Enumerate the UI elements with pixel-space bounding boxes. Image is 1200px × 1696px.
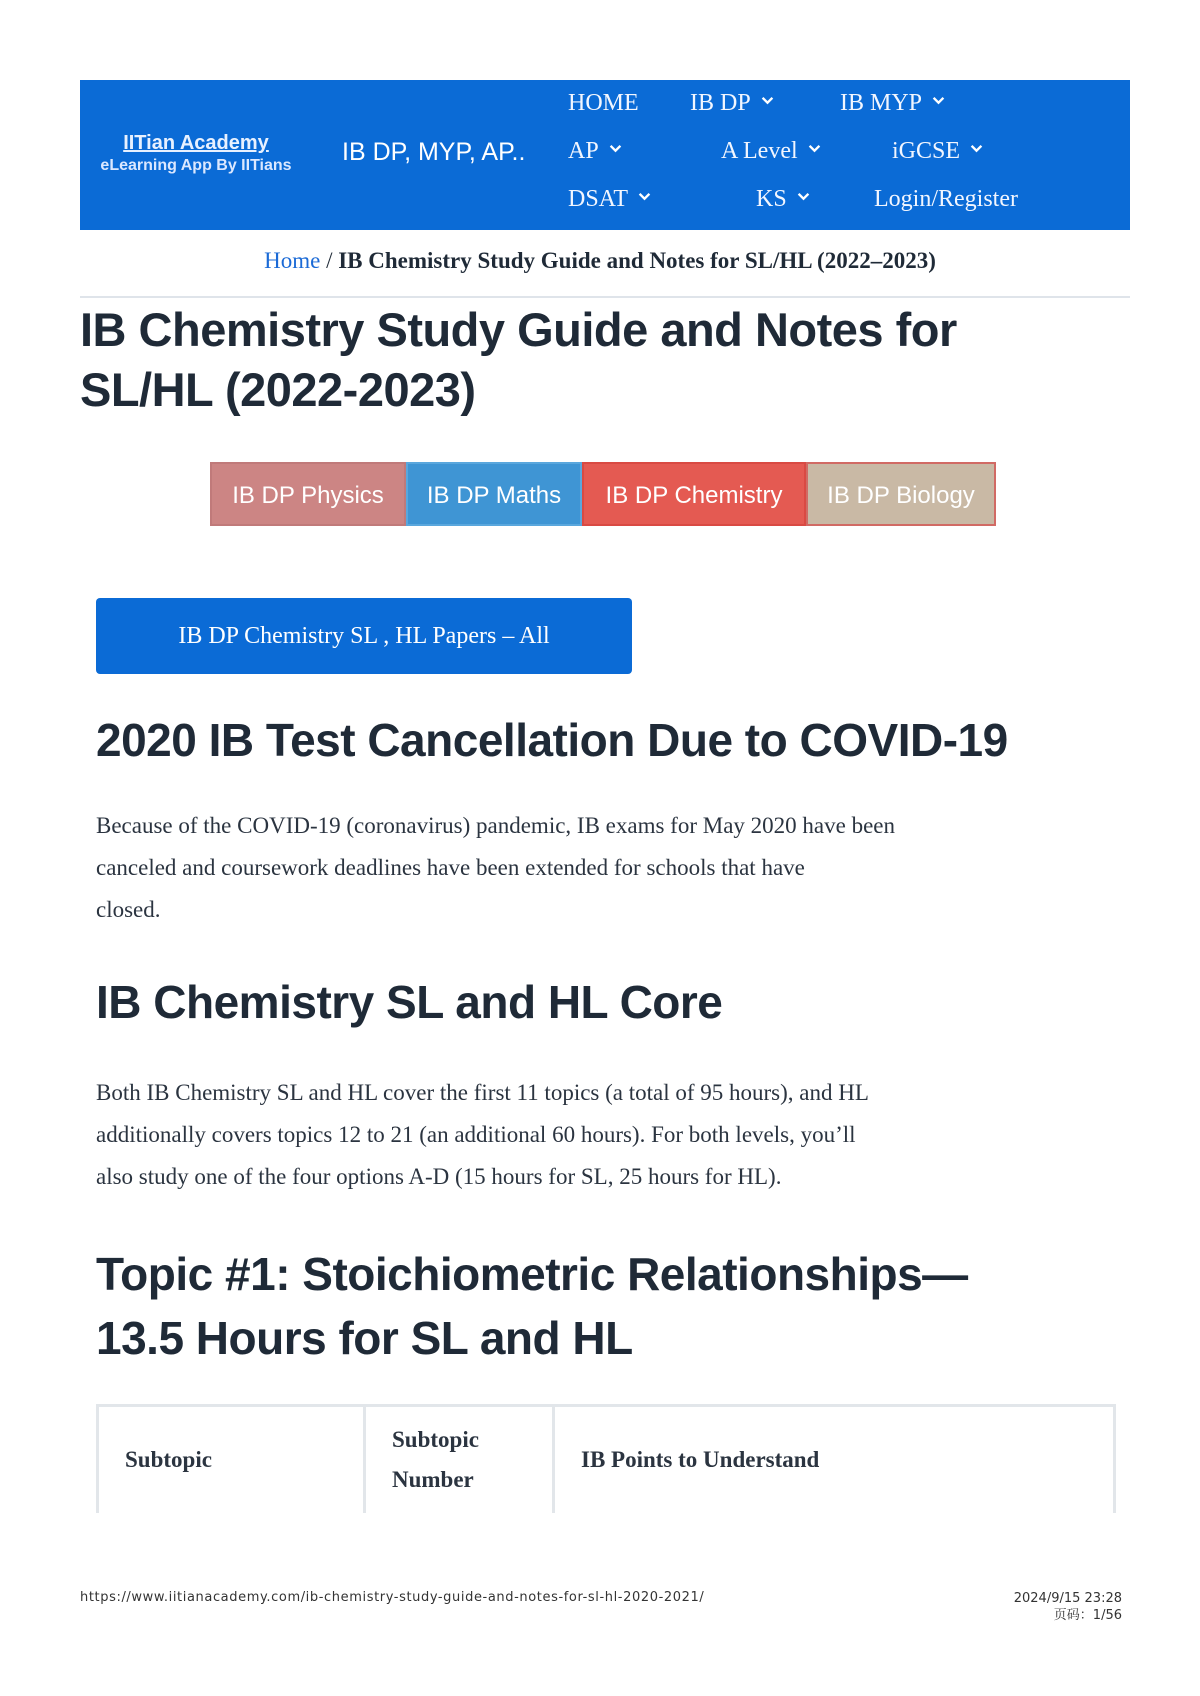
covid-line-1: Because of the COVID-19 (coronavirus) pandemic, IB exams for May 2020 have been	[96, 813, 895, 838]
site-header	[80, 80, 1130, 230]
subject-tabs	[210, 462, 996, 526]
chemistry-papers-button[interactable]: IB DP Chemistry SL , HL Papers – All	[96, 598, 632, 674]
covid-line-3: closed.	[96, 897, 161, 922]
divider	[80, 296, 1130, 298]
site-title[interactable]: IB DP, MYP, AP..	[342, 138, 526, 166]
table-header-subtopic: Subtopic	[99, 1407, 365, 1513]
nav-ib-myp[interactable]	[840, 90, 945, 117]
nav-igcse-label: iGCSE	[892, 138, 961, 164]
core-line-3: also study one of the four options A-D (15 hours for SL, 25 hours for HL).	[96, 1164, 782, 1189]
chevron-down-icon	[638, 190, 651, 203]
table-header-subtopic-number: Subtopic Number	[365, 1407, 554, 1513]
table-header-ib-points: IB Points to Understand	[581, 1447, 820, 1472]
core-line-2: additionally covers topics 12 to 21 (an additional 60 hours). For both levels, you’ll	[96, 1122, 856, 1147]
tab-ib-dp-chemistry[interactable]: IB DP Chemistry	[582, 462, 806, 526]
nav-ks[interactable]	[756, 186, 810, 213]
covid-heading: 2020 IB Test Cancellation Due to COVID-19	[96, 714, 1008, 766]
nav-ib-dp-label: IB DP	[690, 90, 751, 116]
nav-ap-label: AP	[568, 138, 599, 164]
nav-igcse[interactable]	[892, 138, 983, 165]
table-header-row	[99, 1407, 1113, 1513]
chevron-down-icon	[970, 142, 983, 155]
footer-meta	[980, 1590, 1122, 1624]
topic1-table	[96, 1404, 1116, 1513]
core-line-1: Both IB Chemistry SL and HL cover the first 11 topics (a total of 95 hours), and HL	[96, 1080, 869, 1105]
breadcrumb-current: IB Chemistry Study Guide and Notes for SL/HL (2022–2023)	[338, 248, 936, 273]
topic1-heading-line1: Topic #1: Stoichiometric Relationships—	[96, 1248, 968, 1300]
nav-ib-myp-label: IB MYP	[840, 90, 923, 116]
page-title-line1: IB Chemistry Study Guide and Notes for	[80, 303, 957, 356]
nav-login-register-label: Login/Register	[874, 186, 1018, 212]
footer-url: https://www.iitianacademy.com/ib-chemistry-study-guide-and-notes-for-sl-hl-2020-2021/	[80, 1590, 705, 1605]
chevron-down-icon	[609, 142, 622, 155]
footer-datetime: 2024/9/15 23:28	[1013, 1591, 1122, 1606]
nav-dsat-label: DSAT	[568, 186, 629, 212]
footer-page-number: 页码：1/56	[1053, 1608, 1122, 1623]
chevron-down-icon	[797, 190, 810, 203]
chevron-down-icon	[932, 94, 945, 107]
covid-paragraph	[96, 805, 1116, 931]
nav-login-register[interactable]	[874, 186, 1018, 213]
core-paragraph	[96, 1072, 1116, 1198]
chevron-down-icon	[808, 142, 821, 155]
tab-ib-dp-biology[interactable]: IB DP Biology	[806, 462, 996, 526]
topic1-heading-line2: 13.5 Hours for SL and HL	[96, 1312, 633, 1364]
core-heading: IB Chemistry SL and HL Core	[96, 976, 723, 1028]
tab-ib-dp-maths[interactable]: IB DP Maths	[406, 462, 582, 526]
tab-ib-dp-physics[interactable]: IB DP Physics	[210, 462, 406, 526]
nav-a-level[interactable]	[721, 138, 821, 165]
nav-home-label: HOME	[568, 90, 639, 116]
nav-home[interactable]	[568, 90, 639, 117]
breadcrumb	[0, 248, 1200, 274]
nav-ks-label: KS	[756, 186, 787, 212]
nav-dsat[interactable]	[568, 186, 651, 213]
logo-title[interactable]: IITian Academy	[123, 132, 269, 154]
nav-ap[interactable]	[568, 138, 622, 165]
main-nav	[80, 80, 1130, 230]
nav-ib-dp[interactable]	[690, 90, 774, 117]
covid-line-2: canceled and coursework deadlines have been extended for schools that have	[96, 855, 805, 880]
nav-a-level-label: A Level	[721, 138, 798, 164]
breadcrumb-separator: /	[326, 248, 333, 273]
chevron-down-icon	[761, 94, 774, 107]
page-title-line2: SL/HL (2022-2023)	[80, 363, 476, 416]
logo-tagline: eLearning App By IITians	[100, 157, 292, 174]
page-title	[80, 300, 1140, 420]
topic1-heading	[96, 1242, 1096, 1370]
breadcrumb-home[interactable]: Home	[264, 248, 321, 273]
